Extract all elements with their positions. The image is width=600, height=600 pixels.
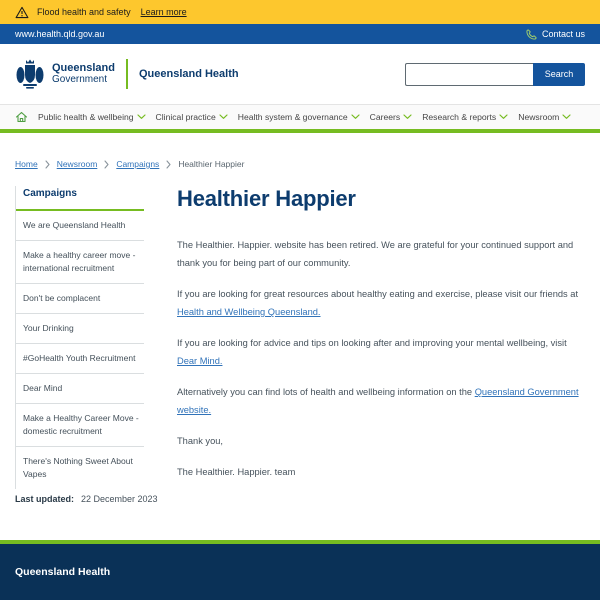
paragraph-resources-text: If you are looking for great resources about healthy eating and exercise, please visit our friends at <box>177 289 579 299</box>
nav-item-health-system[interactable] <box>238 112 360 122</box>
nav-item-label: Careers <box>369 112 401 122</box>
chevron-down-icon <box>499 114 508 120</box>
sidebar-item-dear-mind[interactable]: Dear Mind <box>16 374 144 404</box>
warning-triangle-icon <box>15 6 29 19</box>
page-body <box>0 133 600 540</box>
nav-item-label: Research & reports <box>422 112 497 122</box>
paragraph-thank-you: Thank you, <box>177 436 223 446</box>
chevron-down-icon <box>137 114 146 120</box>
chevron-down-icon <box>562 114 571 120</box>
nav-home-link[interactable] <box>15 111 28 123</box>
chevron-right-icon <box>45 160 50 169</box>
search-button[interactable]: Search <box>533 63 585 86</box>
site-footer <box>0 540 600 600</box>
chevron-right-icon <box>104 160 109 169</box>
sidebar-campaigns-nav <box>15 186 144 489</box>
last-updated-label: Last updated: <box>15 494 75 504</box>
chevron-down-icon <box>403 114 412 120</box>
health-wellbeing-qld-link[interactable]: Health and Wellbeing Queensland. <box>177 307 321 317</box>
paragraph-alternatively <box>177 383 582 419</box>
logo-divider <box>126 59 128 89</box>
content-wrap <box>15 186 585 494</box>
breadcrumb-campaigns[interactable]: Campaigns <box>116 159 160 169</box>
breadcrumb <box>15 159 585 169</box>
nav-item-clinical-practice[interactable] <box>156 112 228 122</box>
paragraph-alternatively-text: Alternatively you can find lots of health and wellbeing information on the <box>177 387 475 397</box>
search-box <box>405 63 585 86</box>
last-updated <box>15 494 585 504</box>
qld-government-website-link[interactable]: Queensland Government website. <box>177 387 579 415</box>
paragraph-retired: The Healthier. Happier. website has been retired. We are grateful for your continued support and thank you for being part of our community. <box>177 240 574 268</box>
sidebar-item-dont-be-complacent[interactable]: Don't be complacent <box>16 284 144 314</box>
sidebar-item-domestic-recruitment[interactable]: Make a Healthy Career Move - domestic recruitment <box>16 404 144 447</box>
dear-mind-link[interactable]: Dear Mind. <box>177 356 223 366</box>
nav-item-newsroom[interactable] <box>518 112 571 122</box>
home-icon <box>15 111 28 123</box>
nav-item-label: Health system & governance <box>237 112 348 122</box>
site-title[interactable]: Queensland Health <box>138 68 239 80</box>
sidebar-item-gohealth-youth[interactable]: #GoHealth Youth Recruitment <box>16 344 144 374</box>
main-content <box>177 186 582 494</box>
paragraph-team: The Healthier. Happier. team <box>177 467 296 477</box>
chevron-right-icon <box>166 160 171 169</box>
breadcrumb-current: Healthier Happier <box>178 159 245 169</box>
main-nav <box>0 104 600 133</box>
sidebar-item-your-drinking[interactable]: Your Drinking <box>16 314 144 344</box>
sidebar-title: Campaigns <box>16 186 144 211</box>
alert-banner <box>0 0 600 24</box>
nav-item-research-reports[interactable] <box>422 112 508 122</box>
coat-of-arms-icon <box>15 57 45 91</box>
breadcrumb-newsroom[interactable]: Newsroom <box>56 159 98 169</box>
contact-us-link[interactable] <box>526 29 585 40</box>
nav-item-public-health[interactable] <box>38 112 146 122</box>
alert-learn-more-link[interactable]: Learn more <box>140 7 187 17</box>
site-header <box>0 44 600 104</box>
nav-item-label: Public health & wellbeing <box>38 112 134 122</box>
breadcrumb-home[interactable]: Home <box>15 159 38 169</box>
footer-site-title: Queensland Health <box>15 566 111 578</box>
site-url[interactable]: www.health.qld.gov.au <box>15 29 105 39</box>
phone-icon <box>526 29 537 40</box>
paragraph-mental-wellbeing-text: If you are looking for advice and tips on looking after and improving your mental wellbeing, visit <box>177 338 567 348</box>
qld-government-logo[interactable] <box>15 57 239 91</box>
sidebar-item-vapes[interactable]: There's Nothing Sweet About Vapes <box>23 456 133 479</box>
paragraph-mental-wellbeing <box>177 334 582 370</box>
sidebar-item-we-are-qld-health[interactable]: We are Queensland Health <box>16 211 144 241</box>
sidebar-item-international-recruitment[interactable]: Make a healthy career move - international recruitment <box>16 241 144 284</box>
logo-wordmark <box>52 63 115 85</box>
alert-message: Flood health and safety <box>37 7 131 17</box>
paragraph-resources <box>177 285 582 321</box>
nav-item-label: Newsroom <box>518 112 560 122</box>
contact-us-label: Contact us <box>541 29 585 39</box>
nav-item-label: Clinical practice <box>155 112 216 122</box>
last-updated-value: 22 December 2023 <box>81 494 158 504</box>
page-title: Healthier Happier <box>177 186 356 211</box>
chevron-down-icon <box>219 114 228 120</box>
utility-bar <box>0 24 600 44</box>
logo-line-2: Government <box>52 73 108 85</box>
search-input[interactable] <box>405 63 533 86</box>
chevron-down-icon <box>351 114 360 120</box>
nav-item-careers[interactable] <box>370 112 413 122</box>
logo-line-1: Queensland <box>52 61 115 74</box>
